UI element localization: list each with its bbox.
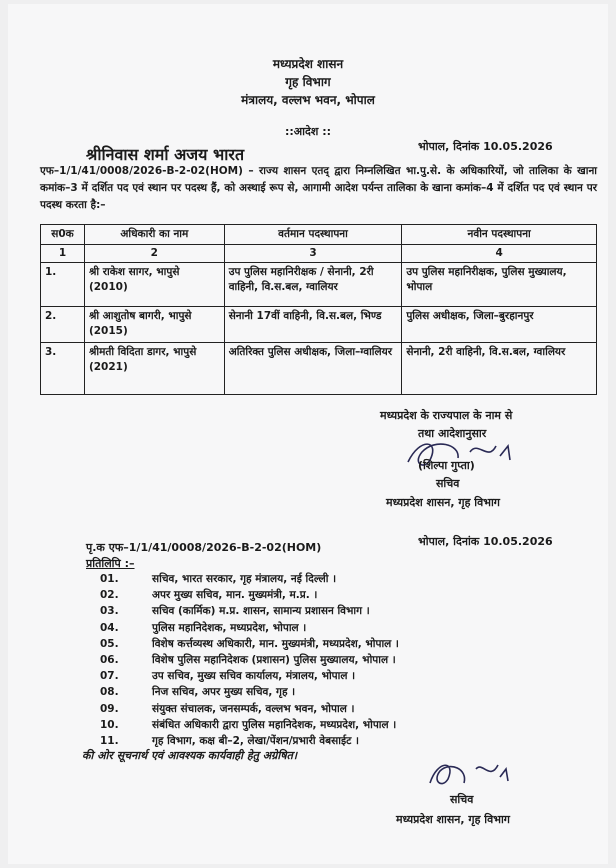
- list-item: [100, 604, 399, 620]
- list-item-text: विशेष कर्त्तव्यस्थ अधिकारी, मान. मुख्यमंत्री, मध्यप्रदेश, भोपाल ।: [152, 637, 399, 650]
- header-current-posting: वर्तमान पदस्थापना: [224, 225, 402, 245]
- list-item: [100, 669, 399, 685]
- list-item-text: अपर मुख्य सचिव, मान. मुख्यमंत्री, म.प्र. ।: [152, 589, 318, 602]
- list-item-number: 07.: [100, 670, 119, 683]
- row-officer-name: श्री राकेश सागर, भापुसे (2010): [84, 263, 224, 307]
- row-new-posting: पुलिस अधीक्षक, जिला–बुरहानपुर: [402, 307, 597, 343]
- endorsement-ref: पृ.क एफ–1/1/41/0008/2026-B-2-02(HOM): [86, 541, 322, 554]
- list-item-number: 03.: [100, 605, 119, 618]
- row-current-posting: अतिरिक्त पुलिस अधीक्षक, जिला–ग्वालियर: [224, 343, 402, 395]
- list-item-number: 08.: [100, 686, 119, 699]
- list-item: [100, 621, 399, 637]
- table-row: [41, 307, 597, 343]
- list-item-text: गृह विभाग, कक्ष बी–2, लेखा/पेंशन/प्रभारी वेबसाईट ।: [152, 734, 360, 747]
- copy-label: प्रतिलिपि :–: [86, 557, 135, 570]
- table-row: [41, 263, 597, 307]
- name-title: श्रीनिवास शर्मा अजय भारत: [86, 145, 245, 164]
- table-header-row: [41, 225, 597, 245]
- signatory-designation: सचिव: [436, 477, 460, 490]
- col-number: 1: [41, 245, 85, 263]
- row-new-posting: सेनानी, 2री वाहिनी, वि.स.बल, ग्वालियर: [402, 343, 597, 395]
- list-item-number: 01.: [100, 573, 119, 585]
- header-address: मंत्रालय, वल्लभ भवन, भोपाल: [241, 93, 375, 107]
- posting-table: [40, 224, 597, 395]
- col-number: 2: [84, 245, 224, 263]
- list-item: [100, 718, 399, 734]
- row-current-posting: उप पुलिस महानिरीक्षक / सेनानी, 2री वाहिनी, वि.स.बल, ग्वालियर: [224, 263, 402, 307]
- header-sno: स0क: [41, 225, 85, 245]
- intro-paragraph: [40, 163, 597, 214]
- list-item-text: संयुक्त संचालक, जनसम्पर्क, वल्लभ भवन, भोपाल ।: [152, 702, 355, 715]
- list-item-text: विशेष पुलिस महानिदेशक (प्रशासन) पुलिस मुख्यालय, भोपाल ।: [152, 653, 396, 666]
- endorsement-designation: सचिव: [450, 793, 474, 806]
- list-item-text: पुलिस महानिदेशक, मध्यप्रदेश, भोपाल ।: [152, 621, 307, 634]
- row-officer-name: श्री आशुतोष बागरी, भापुसे (2015): [84, 307, 224, 343]
- table-row: [41, 343, 597, 395]
- list-item-number: 05.: [100, 637, 119, 650]
- list-item-number: 11.: [100, 734, 119, 747]
- closing-note: की ओर सूचनार्थ एवं आवश्यक कार्यवाही हेतु अग्रेषित।: [82, 749, 298, 762]
- signatory-department: मध्यप्रदेश शासन, गृह विभाग: [386, 496, 500, 509]
- endorsement-date: भोपाल, दिनांक 10.05.2026: [418, 535, 553, 548]
- header-state: मध्यप्रदेश शासन: [272, 57, 344, 71]
- row-sno: 1.: [41, 263, 85, 307]
- list-item: [100, 637, 399, 653]
- list-item-number: 04.: [100, 621, 119, 634]
- list-item-number: 09.: [100, 702, 119, 715]
- row-sno: 3.: [41, 343, 85, 395]
- header-new-posting: नवीन पदस्थापना: [402, 225, 597, 245]
- copy-list: [100, 572, 399, 750]
- list-item-text: सचिव (कार्मिक) म.प्र. शासन, सामान्य प्रशासन विभाग ।: [152, 605, 370, 618]
- row-officer-name: श्रीमती विदिता डागर, भापुसे (2021): [84, 343, 224, 395]
- list-item: [100, 588, 399, 604]
- header-department: गृह विभाग: [285, 75, 331, 89]
- order-date: भोपाल, दिनांक 10.05.2026: [418, 140, 553, 153]
- signature-scribble: [420, 755, 510, 795]
- authority-line1: मध्यप्रदेश के राज्यपाल के नाम से: [380, 409, 513, 422]
- list-item-number: 10.: [100, 718, 119, 731]
- list-item-text: उप सचिव, मुख्य सचिव कार्यालय, मंत्रालय, भोपाल ।: [152, 670, 356, 683]
- order-heading: ::आदेश ::: [285, 125, 331, 138]
- list-item: [100, 685, 399, 701]
- list-item-number: 02.: [100, 589, 119, 602]
- col-number: 4: [402, 245, 597, 263]
- endorsement-department: मध्यप्रदेश शासन, गृह विभाग: [396, 813, 510, 826]
- list-item-number: 06.: [100, 653, 119, 666]
- list-item: [100, 653, 399, 669]
- header-officer-name: अधिकारी का नाम: [84, 225, 224, 245]
- list-item-text: सचिव, भारत सरकार, गृह मंत्रालय, नई दिल्ली ।: [152, 573, 337, 585]
- intro-text: – राज्य शासन एतद् द्वारा निम्नलिखित भा.पु.से. के अधिकारियों, जो तालिका के खाना कमांक–3 में दर्शित पद एवं स्थान पर पदस्थ हैं, को अस्थाई रूप से, आगामी आदेश पर्यन्त तालिका के खाना कमांक–4 में दर्शित पद एवं स्थान पर पदस्थ करता है:–: [40, 165, 597, 211]
- authority-line2: तथा आदेशानुसार: [418, 427, 487, 440]
- col-number: 3: [224, 245, 402, 263]
- row-new-posting: उप पुलिस महानिरीक्षक, पुलिस मुख्यालय, भोपाल: [402, 263, 597, 307]
- row-current-posting: सेनानी 17वीं वाहिनी, वि.स.बल, भिण्ड: [224, 307, 402, 343]
- file-reference: एफ–1/1/41/0008/2026-B-2-02(HOM): [40, 165, 243, 177]
- list-item-text: संबंधित अधिकारी द्वारा पुलिस महानिदेशक, मध्यप्रदेश, भोपाल ।: [152, 718, 397, 731]
- table-column-number-row: [41, 245, 597, 263]
- list-item-text: निज सचिव, अपर मुख्य सचिव, गृह ।: [152, 686, 296, 699]
- signatory-name: (शिल्पा गुप्ता): [418, 459, 475, 472]
- row-sno: 2.: [41, 307, 85, 343]
- list-item: [100, 572, 399, 588]
- list-item: [100, 702, 399, 718]
